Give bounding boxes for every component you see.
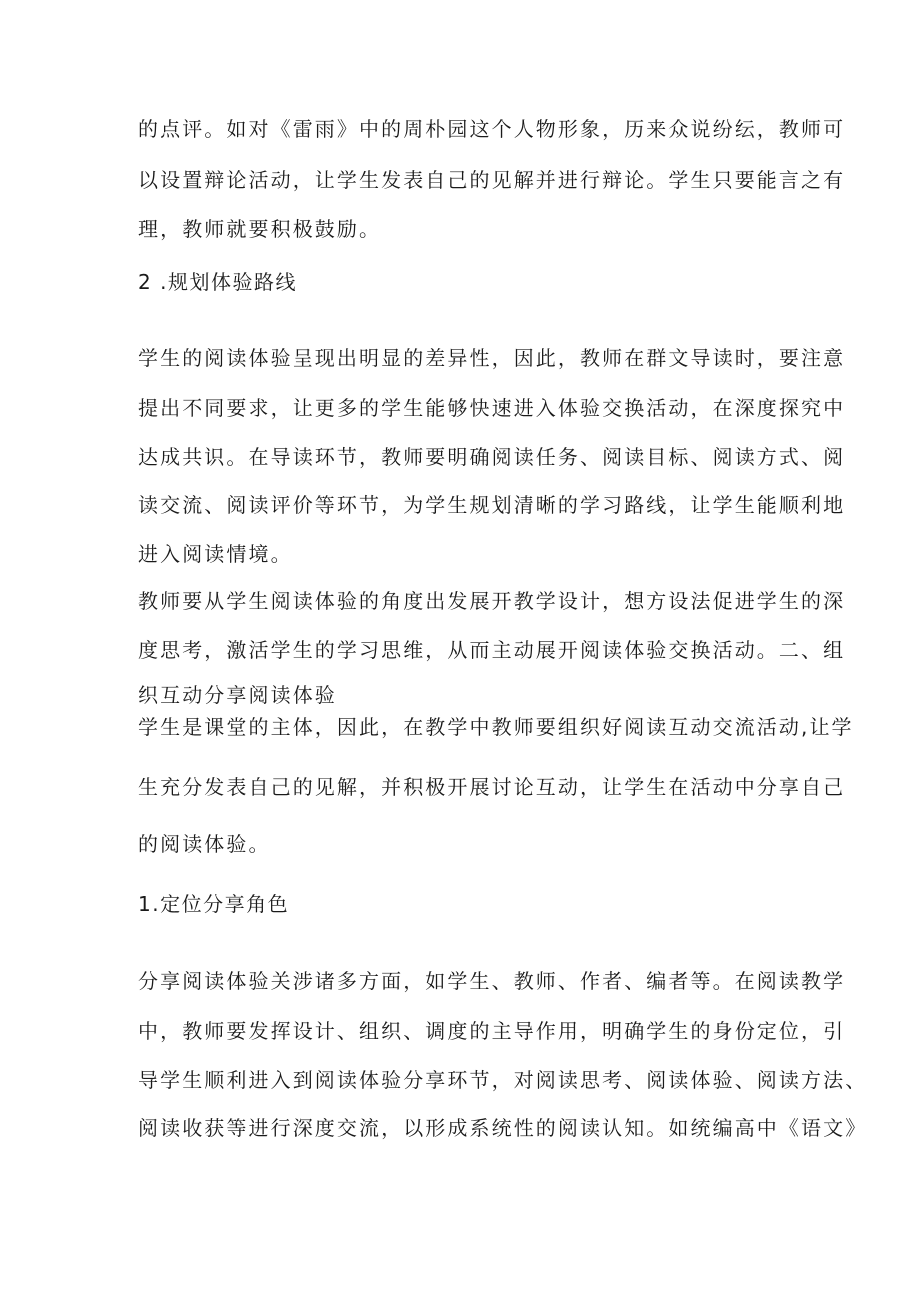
section-heading: 2 .规划体验路线 — [138, 270, 297, 294]
text-line: 织互动分享阅读体验 — [138, 683, 337, 707]
text-line: 中，教师要发挥设计、组织、调度的主导作用，明确学生的身份定位，引 — [138, 1019, 846, 1043]
text-line: 阅读收获等进行深度交流，以形成系统性的阅读认知。如统编高中《语文》 — [138, 1116, 868, 1140]
section-heading: 1.定位分享角色 — [138, 892, 290, 916]
text-line: 的点评。如对《雷雨》中的周朴园这个人物形象，历来众说纷纭，教师可 — [138, 117, 846, 141]
text-line: 进入阅读情境。 — [138, 542, 293, 566]
text-line: 学生的阅读体验呈现出明显的差异性，因此，教师在群文导读时，要注意 — [138, 346, 846, 370]
text-line: 度思考，激活学生的学习思维，从而主动展开阅读体验交换活动。二、组 — [138, 638, 846, 662]
text-line: 理，教师就要积极鼓励。 — [138, 217, 382, 241]
text-line: 生充分发表自己的见解，并积极开展讨论互动，让学生在活动中分享自己 — [138, 775, 846, 799]
text-line: 分享阅读体验关涉诸多方面，如学生、教师、作者、编者等。在阅读教学 — [138, 969, 846, 993]
text-line: 达成共识。在导读环节，教师要明确阅读任务、阅读目标、阅读方式、阅 — [138, 445, 846, 469]
text-line: 以设置辩论活动，让学生发表自己的见解并进行辩论。学生只要能言之有 — [138, 168, 846, 192]
text-line: 读交流、阅读评价等环节，为学生规划清晰的学习路线，让学生能顺利地 — [138, 493, 846, 517]
text-line: 提出不同要求，让更多的学生能够快速进入体验交换活动，在深度探究中 — [138, 396, 846, 420]
text-line: 的阅读体验。 — [138, 832, 271, 856]
text-line: 教师要从学生阅读体验的角度出发展开教学设计，想方设法促进学生的深 — [138, 589, 846, 613]
text-line: 导学生顺利进入到阅读体验分享环节，对阅读思考、阅读体验、阅读方法、 — [138, 1068, 868, 1092]
text-line: 学生是课堂的主体，因此，在教学中教师要组织好阅读互动交流活动,让学 — [138, 715, 854, 739]
